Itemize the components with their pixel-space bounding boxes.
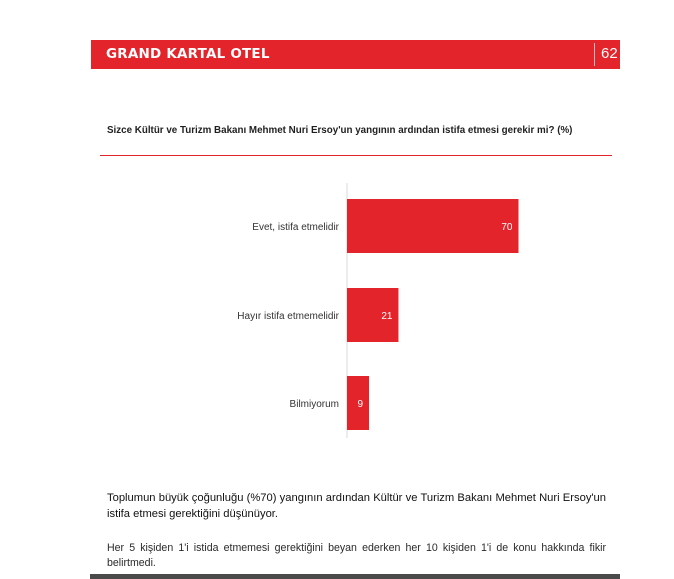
bar	[347, 199, 519, 253]
data-label: 9	[357, 399, 364, 410]
data-label: 21	[381, 311, 393, 322]
category-label: Evet, istifa etmelidir	[252, 222, 339, 233]
page-number: 62	[601, 45, 618, 62]
data-label: 70	[501, 222, 513, 233]
category-label: Hayır istifa etmemelidir	[237, 311, 339, 322]
chart-title: Sizce Kültür ve Turizm Bakanı Mehmet Nuri Ersoy'un yangının ardından istifa etmesi gerekir mi? (%)	[107, 125, 573, 136]
report-title: GRAND KARTAL OTEL	[106, 46, 270, 62]
category-label: Bilmiyorum	[289, 399, 339, 410]
summary-paragraph: Toplumun büyük çoğunluğu (%70) yangının ardından Kültür ve Turizm Bakanı Mehmet Nuri Ersoy'un istifa etmesi gerektiğini düşünüyor.	[107, 492, 606, 520]
page-bottom-strip	[90, 574, 620, 579]
note-paragraph: Her 5 kişiden 1'i istida etmemesi gerektiğini beyan ederken her 10 kişiden 1'i de konu hakkında fikir belirtmedi.	[107, 542, 606, 569]
